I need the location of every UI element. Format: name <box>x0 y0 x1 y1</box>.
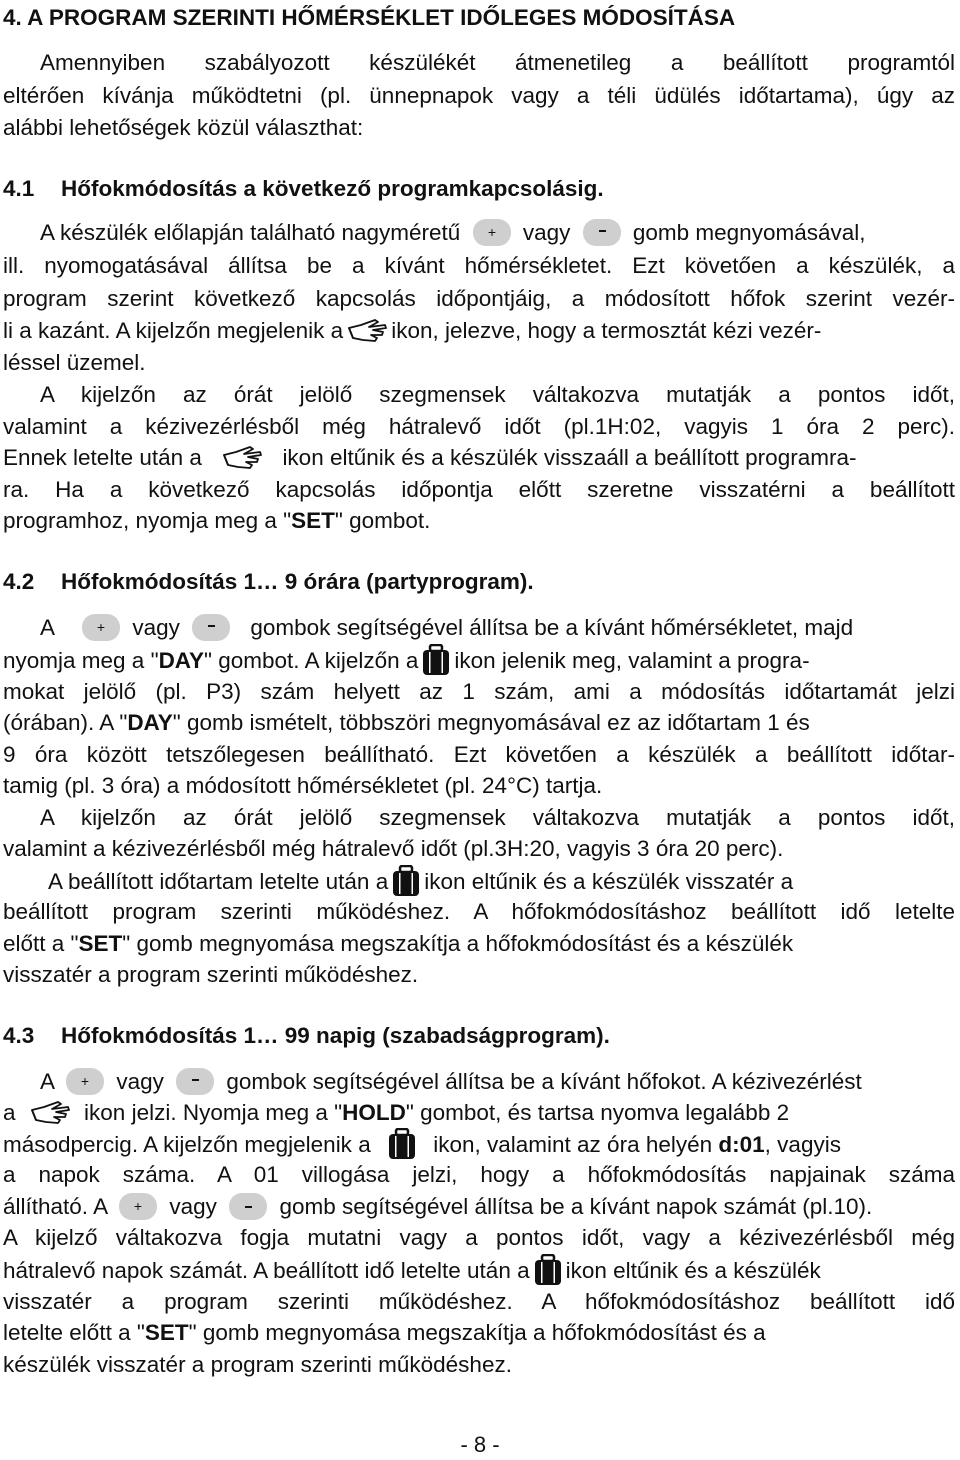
text-span: A <box>40 1069 54 1094</box>
s43-line-8: visszatér a program szerinti működéshez. A hőfokmódosításhoz beállított idő <box>3 1289 955 1314</box>
plus-button-icon <box>66 1068 104 1095</box>
hand-icon <box>220 443 264 473</box>
s41-line-4 <box>3 315 955 347</box>
page-title: 4. A PROGRAM SZERINTI HŐMÉRSÉKLET IDŐLEGES MÓDOSÍTÁSA <box>3 5 736 30</box>
section-4-3-heading <box>3 1020 955 1052</box>
day-button-label: DAY <box>127 710 173 735</box>
text-span: vagy <box>522 220 571 245</box>
svg-text:+: + <box>134 1198 143 1214</box>
minus-button-icon <box>583 219 621 246</box>
page-number: - 8 - <box>460 1432 500 1457</box>
suitcase-icon <box>533 1254 563 1286</box>
text-span: gombok segítségével állítsa be a kívánt hőfokot. A kézivezérlést <box>226 1069 862 1094</box>
set-button-label: SET <box>144 1320 189 1345</box>
suitcase-icon <box>391 865 421 897</box>
text-span: ikon jelzi. Nyomja meg a " <box>84 1100 343 1125</box>
text-span: hátralevő napok számát. A beállított idő letelte után a <box>3 1258 530 1283</box>
svg-text:+: + <box>80 1073 90 1089</box>
text-span: A készülék előlapján található nagyméretű <box>40 220 461 245</box>
hand-icon <box>28 1098 72 1128</box>
s43-line-10: készülék visszatér a program szerinti működéshez. <box>3 1352 512 1377</box>
s42-line-3: mokat jelölő (pl. P3) szám helyett az 1 szám, ami a módosítás időtartamát jelzi <box>3 679 955 704</box>
text-span: A beállított időtartam letelte után a <box>48 869 389 894</box>
text-span: " gomb megnyomása megszakítja a hőfokmódosítást és a <box>188 1320 766 1345</box>
s41-line-1 <box>40 217 955 249</box>
s42-line-6: tamig (pl. 3 óra) a módosított hőmérsékletet (pl. 24°C) tartja. <box>3 773 603 798</box>
s41-line-8 <box>3 442 955 474</box>
text-span: ikon eltűnik és a készülék visszatér a <box>424 869 794 894</box>
text-span: vagy <box>132 615 180 640</box>
s43-line-2 <box>3 1097 955 1129</box>
text-span: vagy <box>169 1194 217 1219</box>
section-4-2-heading <box>3 566 955 598</box>
text-span: " gombot, és tartsa nyomva legalább 2 <box>405 1100 790 1125</box>
suitcase-icon <box>421 644 451 676</box>
text-span: gomb megnyomásával, <box>632 220 866 245</box>
text-span: " gombot. <box>334 508 431 533</box>
svg-text:+: + <box>96 619 106 635</box>
s41-line-6: A kijelzőn az órát jelölő szegmensek váltakozva mutatják a pontos időt, <box>40 382 955 407</box>
section-number: 4.3 <box>3 1023 35 1048</box>
hand-icon <box>345 316 389 346</box>
s43-line-9 <box>3 1317 955 1349</box>
section-title: Hőfokmódosítás 1… 9 órára (partyprogram). <box>61 569 534 594</box>
intro-line-2: eltérően kívánja működtetni (pl. ünnepnapok vagy a téli üdülés időtartama), úgy az <box>3 83 955 108</box>
text-span: előtt a " <box>3 931 79 956</box>
s42-line-4 <box>3 707 955 739</box>
text-span: " gombot. A kijelzőn a <box>204 648 419 673</box>
s42-line-9 <box>48 865 955 897</box>
text-span: A <box>40 615 54 640</box>
s42-line-7: A kijelzőn az órát jelölő szegmensek váltakozva mutatják a pontos időt, <box>40 805 955 830</box>
text-span: " gomb ismételt, többszöri megnyomásával ez az időtartam 1 és <box>172 710 810 735</box>
s41-line-7: valamint a kézivezérlésből még hátralevő időt (pl.1H:02, vagyis 1 óra 2 perc). <box>3 414 955 439</box>
text-span: (órában). A " <box>3 710 128 735</box>
text-span: állítható. A <box>3 1194 107 1219</box>
plus-button-icon <box>119 1193 157 1220</box>
text-span: gomb segítségével állítsa be a kívánt napok számát (pl.10). <box>279 1194 873 1219</box>
svg-text:+: + <box>487 224 496 240</box>
section-4-1-heading <box>3 173 955 205</box>
set-button-label: SET <box>291 508 335 533</box>
s43-line-7 <box>3 1254 955 1286</box>
s43-line-1 <box>40 1066 955 1098</box>
s41-line-9: ra. Ha a következő kapcsolás időpontja előtt szeretne visszatérni a beállított <box>3 477 955 502</box>
s42-line-8: valamint a kézivezérlésből még hátralevő időt (pl.3H:20, vagyis 3 óra 20 perc). <box>3 836 784 861</box>
minus-button-icon <box>176 1068 214 1095</box>
text-span: másodpercig. A kijelzőn megjelenik a <box>3 1132 371 1157</box>
text-span: gombok segítségével állítsa be a kívánt hőmérsékletet, majd <box>250 615 854 640</box>
section-title: Hőfokmódosítás a következő programkapcsolásig. <box>61 176 604 201</box>
text-span: a <box>3 1100 16 1125</box>
s43-line-4: a napok száma. A 01 villogása jelzi, hogy a hőfokmódosítás napjainak száma <box>3 1162 955 1187</box>
set-button-label: SET <box>78 931 123 956</box>
suitcase-icon <box>387 1128 417 1160</box>
plus-button-icon <box>82 614 120 641</box>
section-number: 4.2 <box>3 569 35 594</box>
text-span: ikon eltűnik és a készülék visszaáll a beállított programra- <box>282 445 857 470</box>
text-span: ikon jelenik meg, valamint a progra- <box>454 648 810 673</box>
s43-line-6: A kijelző váltakozva fogja mutatni vagy a pontos időt, vagy a kézivezérlésből még <box>3 1225 955 1250</box>
text-span: programhoz, nyomja meg a " <box>3 508 292 533</box>
s42-line-1 <box>40 612 955 644</box>
text-span: ikon eltűnik és a készülék <box>565 1258 821 1283</box>
minus-button-icon <box>192 614 230 641</box>
s41-line-3: program szerint következő kapcsolás időpontjáig, a módosított hőfok szerint vezér- <box>3 286 955 311</box>
s43-line-3 <box>3 1128 955 1160</box>
intro-line-3: alábbi lehetőségek közül választhat: <box>3 115 364 140</box>
intro-line-1: Amennyiben szabályozott készülékét átmenetileg a beállított programtól <box>40 50 955 75</box>
text-span: vagy <box>116 1069 164 1094</box>
minus-button-icon <box>229 1193 267 1220</box>
text-span: , vagyis <box>764 1132 841 1157</box>
text-span: ikon, valamint az óra helyén <box>433 1132 713 1157</box>
s41-line-2: ill. nyomogatásával állítsa be a kívánt hőmérsékletet. Ezt követően a készülék, a <box>3 253 955 278</box>
text-span: Ennek letelte után a <box>3 445 202 470</box>
section-title: Hőfokmódosítás 1… 99 napig (szabadságprogram). <box>61 1023 610 1048</box>
text-span: " gomb megnyomása megszakítja a hőfokmódosítást és a készülék <box>122 931 794 956</box>
day-button-label: DAY <box>158 648 205 673</box>
text-span: li a kazánt. A kijelzőn megjelenik a <box>3 318 344 343</box>
text-span: letelte előtt a " <box>3 1320 145 1345</box>
text-span: nyomja meg a " <box>3 648 159 673</box>
hold-button-label: HOLD <box>342 1100 406 1125</box>
s42-line-10: beállított program szerinti működéshez. A hőfokmódosításhoz beállított idő letelte <box>3 899 955 924</box>
plus-button-icon <box>473 219 511 246</box>
s41-line-10 <box>3 505 955 537</box>
day-display-value: d:01 <box>718 1132 765 1157</box>
s42-line-12: visszatér a program szerinti működéshez. <box>3 962 419 987</box>
text-span: ikon, jelezve, hogy a termosztát kézi vezér- <box>391 318 822 343</box>
s42-line-2 <box>3 644 955 676</box>
s42-line-11 <box>3 928 955 960</box>
s43-line-5 <box>3 1191 955 1223</box>
section-number: 4.1 <box>3 176 35 201</box>
s42-line-5: 9 óra között tetszőlegesen beállítható. Ezt követően a készülék a beállított időtar- <box>3 742 955 767</box>
s41-line-5: léssel üzemel. <box>3 350 146 375</box>
